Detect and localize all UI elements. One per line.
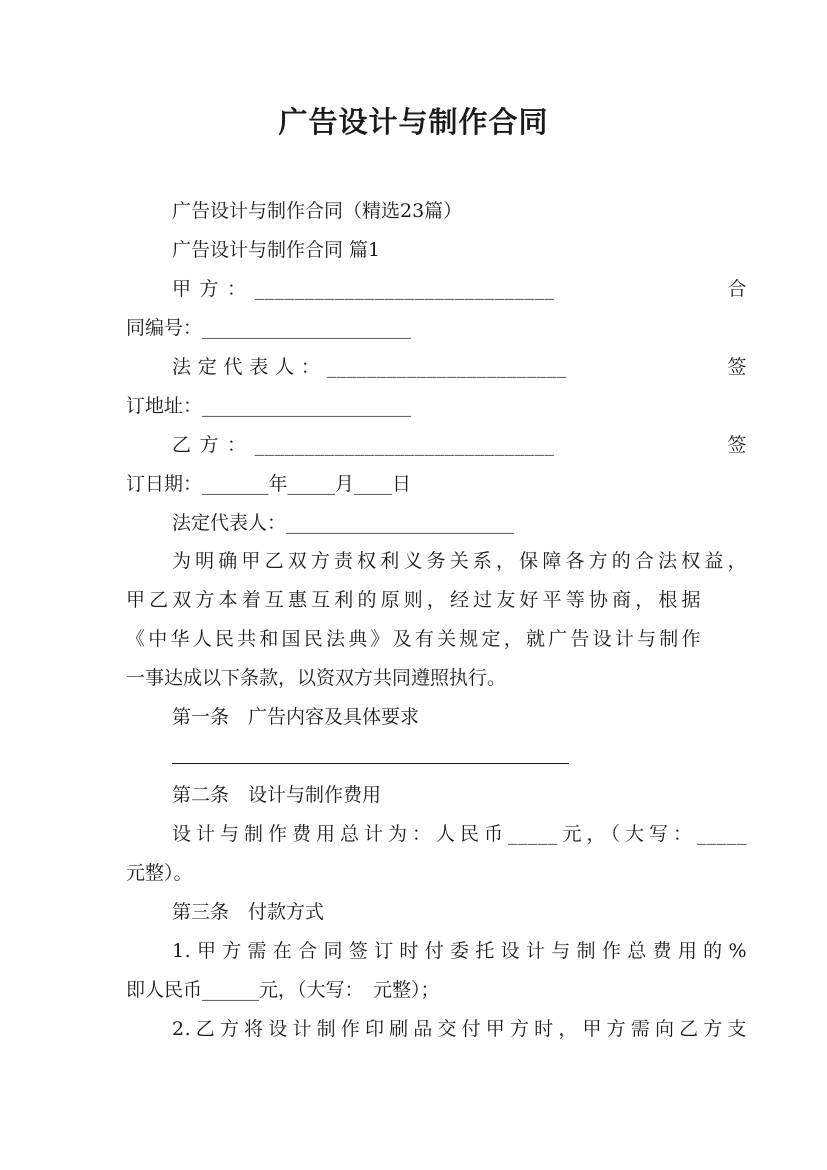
paragraph-line: 甲乙双方本着互惠互利的原则，经过友好平等协商，根据 <box>126 589 701 611</box>
article-1-heading: 第一条 广告内容及具体要求 <box>172 706 420 728</box>
section-heading: 广告设计与制作合同 篇1 <box>172 239 381 261</box>
party-a-line: 甲方：______________________________ 合 <box>172 278 747 300</box>
paragraph-line: 《中华人民共和国民法典》及有关规定，就广告设计与制作 <box>126 628 701 650</box>
fee-line: 设计与制作费用总计为：人民币_____元，（大写：_____ <box>172 823 747 845</box>
signing-date-line: 订日期：_______年_____月____日 <box>126 473 412 495</box>
contract-number-line: 同编号：______________________ <box>126 317 412 339</box>
paragraph-line: 为明确甲乙双方责权利义务关系，保障各方的合法权益， <box>172 550 747 572</box>
blank-fill-rule <box>172 763 569 764</box>
payment-item-2: 2.乙方将设计制作印刷品交付甲方时，甲方需向乙方支 <box>172 1018 747 1040</box>
paragraph-line: 一事达成以下条款，以资双方共同遵照执行。 <box>126 667 507 689</box>
subtitle-line: 广告设计与制作合同（精选23篇） <box>172 200 463 222</box>
article-2-heading: 第二条 设计与制作费用 <box>172 784 382 806</box>
signing-address-line: 订地址：______________________ <box>126 395 412 417</box>
document-title: 广告设计与制作合同 <box>278 105 549 139</box>
legal-rep-a-line: 法定代表人：________________________ 签 <box>172 356 747 378</box>
article-3-heading: 第三条 付款方式 <box>172 901 325 923</box>
party-b-line: 乙方：______________________________ 签 <box>172 434 747 456</box>
payment-item-1-cont: 即人民币______元，（大写： 元整）； <box>126 979 440 1001</box>
legal-rep-b-line: 法定代表人：________________________ <box>172 512 515 534</box>
payment-item-1: 1.甲方需在合同签订时付委托设计与制作总费用的% <box>172 940 747 962</box>
fee-line-cont: 元整）。 <box>126 862 193 884</box>
